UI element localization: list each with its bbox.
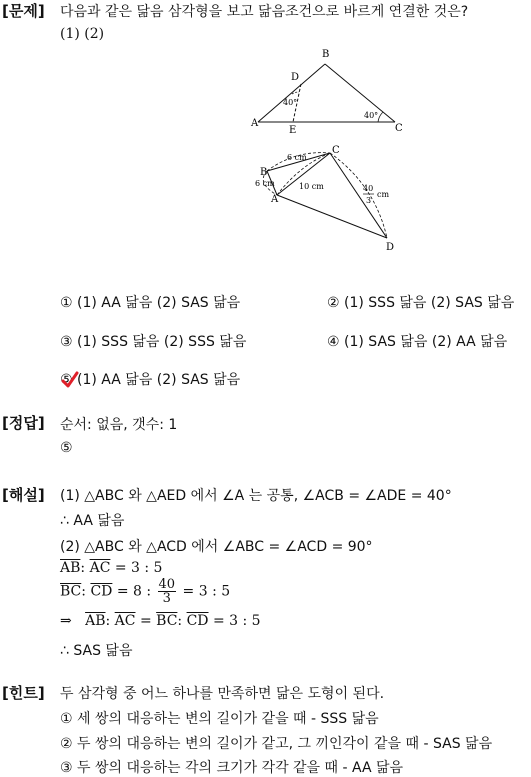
hint-tag: [힌트] (2, 684, 45, 702)
explanation-line-1: (1) △ABC 와 △AED 에서 ∠A 는 공통, ∠ACB = ∠ADE = 40° (60, 488, 452, 504)
choice-2-text: (1) SSS 닮음 (2) SAS 닮음 (344, 295, 515, 311)
ratio-3-end: = 3 : 5 (208, 613, 261, 629)
length-cd-num: 40 (363, 184, 374, 193)
angle-arc-c (378, 112, 383, 122)
label-c: C (332, 145, 340, 156)
length-ab: 6 cm (255, 179, 275, 188)
angle-label-c: 40° (364, 111, 379, 120)
label-a: A (251, 118, 259, 129)
equals: = (135, 613, 157, 629)
length-bc: 6 cm (287, 153, 307, 162)
length-ac: 10 cm (299, 182, 324, 191)
question-tag: [문제] (2, 2, 45, 20)
explanation-ratio-1 (60, 560, 162, 576)
explanation-ratio-3 (60, 613, 261, 629)
angle-label-d: 40° (283, 98, 298, 107)
explanation-line-3: (2) △ABC 와 △ACD 에서 ∠ABC = ∠ACD = 90° (60, 539, 373, 555)
hint-line-2: ① 세 쌍의 대응하는 변의 길이가 같을 때 - SSS 닮음 (60, 711, 379, 727)
segment-cd: $\overline{CD}$ (186, 613, 209, 629)
segment-cd: $\overline{CD}$ (90, 583, 113, 600)
ratio-1-value: = 3 : 5 (110, 560, 163, 576)
choice-5[interactable] (60, 369, 240, 389)
segment-ac: $\overline{AC}$ (89, 560, 111, 576)
fraction-numerator: 40 (158, 577, 176, 592)
choice-1-num: ① (60, 295, 73, 311)
label-e: E (289, 125, 297, 136)
colon: : (105, 613, 115, 629)
segment-ab: $\overline{AB}$ (85, 613, 106, 629)
label-c: C (395, 123, 403, 134)
question-parts: (1) (2) (60, 26, 105, 42)
choice-4[interactable] (327, 331, 507, 351)
side-bc (325, 64, 395, 122)
ratio-2-end: = 3 : 5 (178, 583, 231, 600)
figure-2-triangles (250, 140, 410, 255)
fraction-denominator: 3 (162, 591, 171, 606)
label-b: B (260, 167, 268, 178)
length-cd-unit: cm (377, 190, 390, 199)
answer-line-1: 순서: 없음, 갯수: 1 (60, 417, 178, 433)
hint-line-3: ② 두 쌍의 대응하는 변의 길이가 같고, 그 끼인각이 같을 때 - SAS 닮음 (60, 736, 493, 752)
label-a: A (271, 194, 279, 205)
colon: : (80, 560, 90, 576)
label-b: B (322, 49, 330, 60)
choice-1-text: (1) AA 닮음 (2) SAS 닮음 (77, 295, 241, 311)
choice-2[interactable] (327, 292, 514, 312)
implies-symbol: ⇒ (60, 613, 72, 629)
hint-line-4: ③ 두 쌍의 대응하는 각의 크기가 각각 같을 때 - AA 닮음 (60, 760, 404, 776)
choice-2-num: ② (327, 295, 340, 311)
segment-bc: $\overline{BC}$ (156, 613, 178, 629)
segment-ac: $\overline{AC}$ (114, 613, 136, 629)
choice-3[interactable] (60, 331, 246, 351)
explanation-ratio-2 (60, 578, 230, 605)
hint-line-1: 두 삼각형 중 어느 하나를 만족하면 닮은 도형이 된다. (60, 686, 385, 702)
colon: : (177, 613, 187, 629)
question-text: 다음과 같은 닮음 삼각형을 보고 닮음조건으로 바르게 연결한 것은? (60, 4, 469, 20)
explanation-tag: [해설] (2, 486, 45, 504)
choice-1[interactable] (60, 292, 240, 312)
segment-bc: $\overline{BC}$ (60, 583, 82, 600)
figure-1-triangle (240, 44, 420, 136)
choice-3-num: ③ (60, 334, 73, 350)
explanation-conclusion: ∴ SAS 닮음 (60, 643, 133, 659)
answer-tag: [정답] (2, 414, 45, 432)
explanation-line-2: ∴ AA 닮음 (60, 513, 125, 529)
choice-4-num: ④ (327, 334, 340, 350)
choice-4-text: (1) SAS 닮음 (2) AA 닮음 (344, 334, 508, 350)
length-cd-den: 3 (366, 196, 372, 205)
check-mark-icon (61, 371, 79, 389)
label-d: D (386, 242, 395, 253)
choice-3-text: (1) SSS 닮음 (2) SSS 닮음 (77, 334, 247, 350)
ratio-2-mid: = 8 : (112, 583, 156, 600)
colon: : (81, 583, 91, 600)
segment-ab: $\overline{AB}$ (60, 560, 81, 576)
fraction-40-3 (158, 578, 177, 605)
answer-line-2: ⑤ (60, 440, 73, 456)
choice-5-num: ⑤ (60, 372, 73, 388)
choice-5-text: (1) AA 닮음 (2) SAS 닮음 (77, 372, 241, 388)
label-d: D (291, 72, 300, 83)
